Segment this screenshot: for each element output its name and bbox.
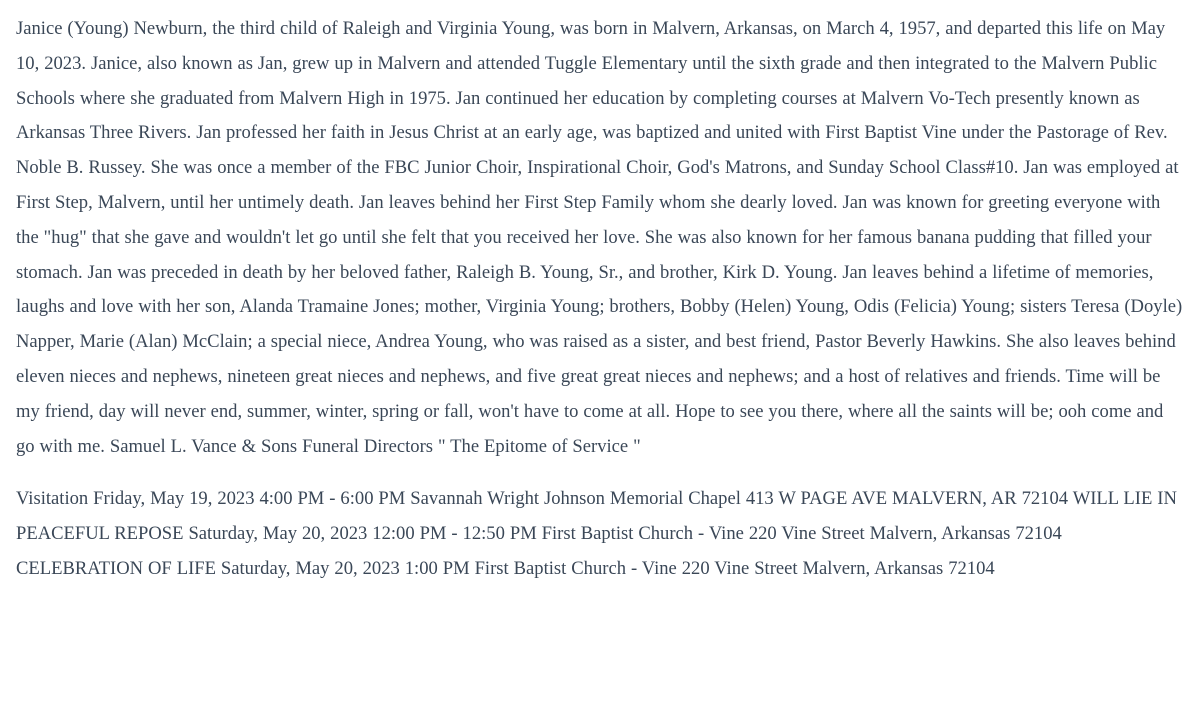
obituary-text: Janice (Young) Newburn, the third child of Raleigh and Virginia Young, was born in Malvern, Arkansas, on March 4, 1957, and departed this life on May 10, 2023. Janice, also known as Jan, grew up in Malvern and attended Tuggle Elementary until the sixth grade and then integrated to the Malvern Public Schools where she graduated from Malvern High in 1975. Jan continued her education by completing courses at Malvern Vo-Tech presently known as Arkansas Three Rivers. Jan professed her faith in Jesus Christ at an early age, was baptized and united with First Baptist Vine under the Pastorage of Rev. Noble B. Russey. She was once a member of the FBC Junior Choir, Inspirational Choir, God's Matrons, and Sunday School Class#10. Jan was employed at First Step, Malvern, until her untimely death. Jan leaves behind her First Step Family whom she dearly loved. Jan was known for greeting everyone with the "hug" that she gave and wouldn't let go until she felt that you received her love. She was also known for her famous banana pudding that filled your stomach. Jan was preceded in death by her beloved father, Raleigh B. Young, Sr., and brother, Kirk D. Young. Jan leaves behind a lifetime of memories, laughs and love with her son, Alanda Tramaine Jones; mother, Virginia Young; brothers, Bobby (Helen) Young, Odis (Felicia) Young; sisters Teresa (Doyle) Napper, Marie (Alan) McClain; a special niece, Andrea Young, who was raised as a sister, and best friend, Pastor Beverly Hawkins. She also leaves behind eleven nieces and nephews, nineteen great nieces and nephews, and five great great nieces and nephews; and a host of relatives and friends. Time will be my friend, day will never end, summer, winter, spring or fall, won't have to come at all. Hope to see you there, where all the saints will be; ooh come and go with me. Samuel L. Vance & Sons Funeral Directors " The Epitome of Service " <box>16 18 1183 457</box>
service-details-text: Visitation Friday, May 19, 2023 4:00 PM - 6:00 PM Savannah Wright Johnson Memorial Chapel 413 W PAGE AVE MALVERN, AR 72104 WILL LIE IN PEACEFUL REPOSE Saturday, May 20, 2023 12:00 PM - 12:50 PM First Baptist Church - Vine 220 Vine Street Malvern, Arkansas 72104 CELEBRATION OF LIFE Saturday, May 20, 2023 1:00 PM First Baptist Church - Vine 220 Vine Street Malvern, Arkansas 72104 <box>16 488 1177 579</box>
